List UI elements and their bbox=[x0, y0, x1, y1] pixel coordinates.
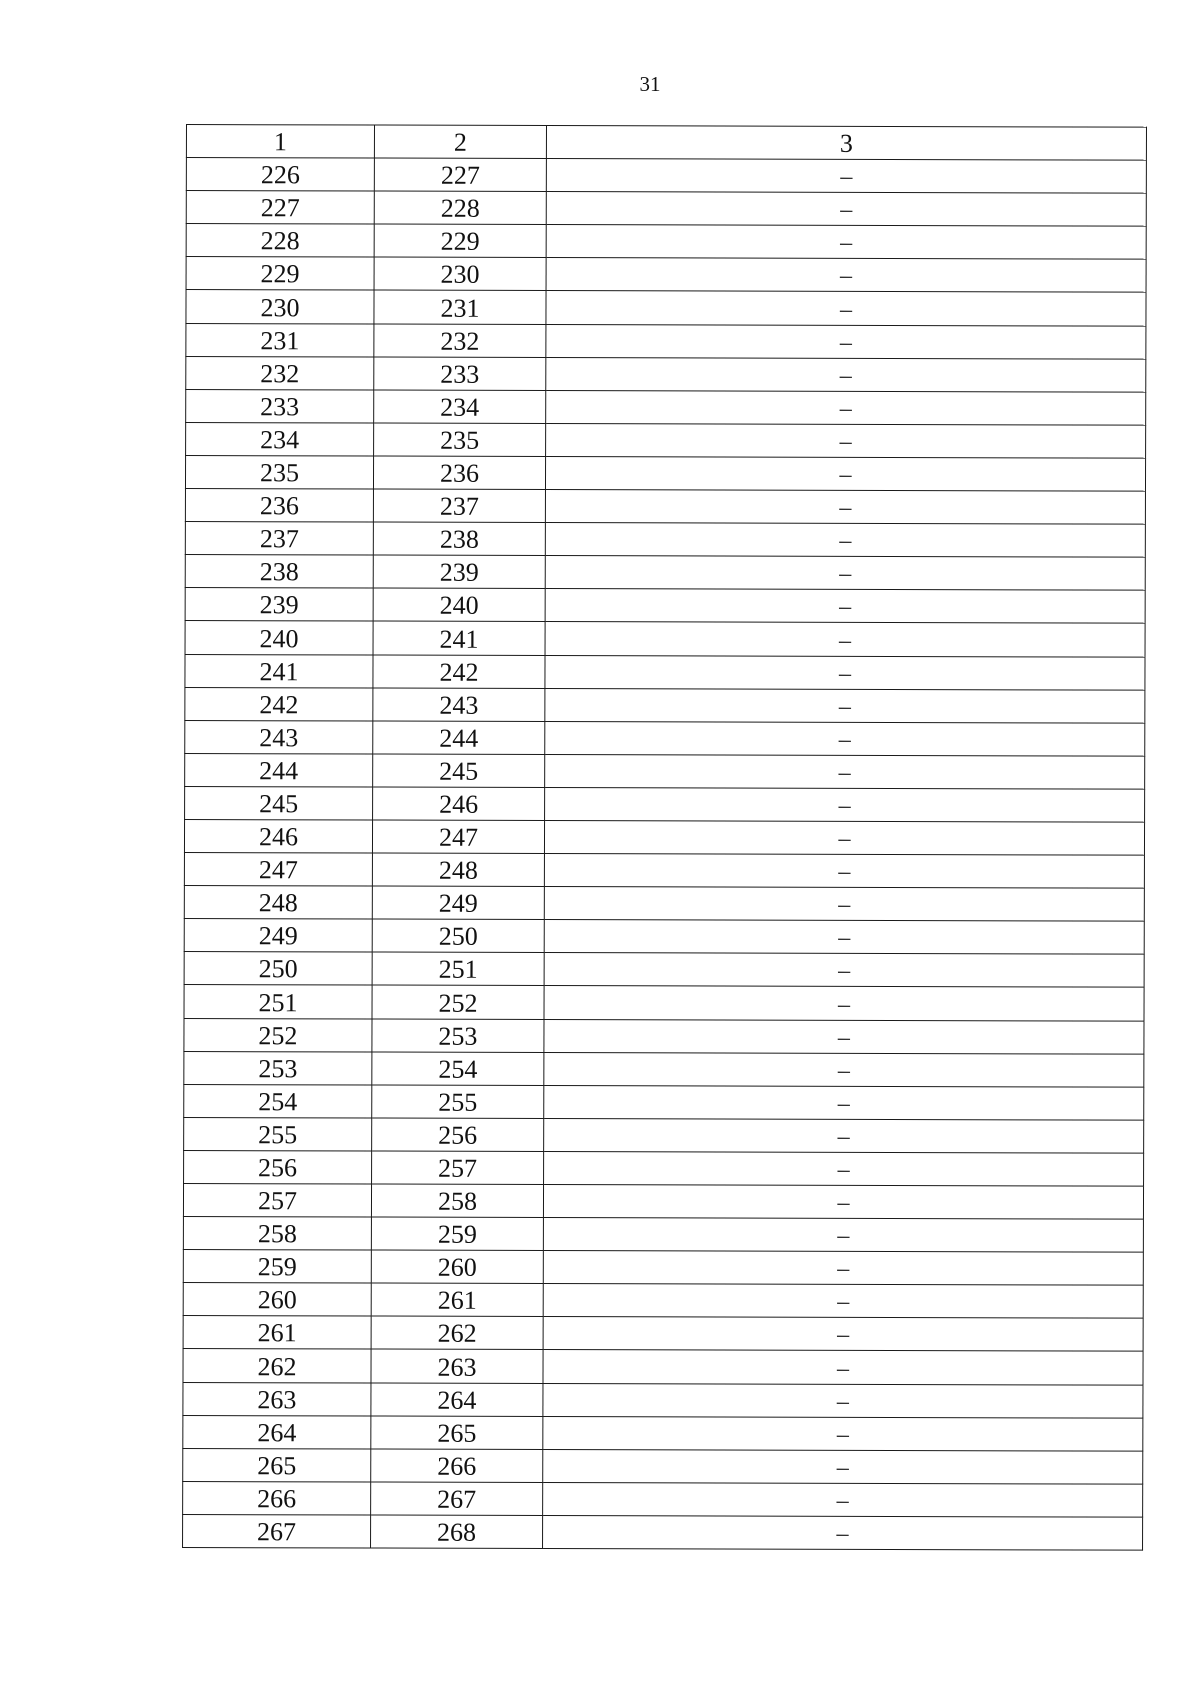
cell-col1: 265 bbox=[183, 1448, 371, 1482]
cell-col3: – bbox=[545, 787, 1145, 822]
cell-col2: 266 bbox=[371, 1449, 543, 1483]
cell-col2: 230 bbox=[374, 257, 546, 291]
table-row bbox=[186, 422, 1146, 458]
cell-col3: – bbox=[543, 1251, 1143, 1286]
table-row bbox=[184, 1150, 1144, 1186]
cell-col1: 261 bbox=[183, 1316, 371, 1350]
cell-col2: 233 bbox=[374, 357, 546, 391]
cell-col1: 257 bbox=[183, 1183, 371, 1217]
cell-col2: 246 bbox=[373, 787, 545, 821]
cell-col2: 236 bbox=[373, 456, 545, 490]
cell-col1: 250 bbox=[184, 952, 372, 986]
cell-col2: 252 bbox=[372, 985, 544, 1019]
table-row bbox=[183, 1250, 1143, 1286]
cell-col3: – bbox=[545, 754, 1145, 789]
table-row bbox=[186, 323, 1146, 359]
table-row bbox=[183, 1183, 1143, 1219]
cell-col1: 254 bbox=[184, 1084, 372, 1118]
cell-col2: 234 bbox=[374, 390, 546, 424]
table-row bbox=[184, 853, 1144, 889]
cell-col1: 239 bbox=[185, 588, 373, 622]
table-row bbox=[185, 489, 1145, 525]
header-cell-col3: 3 bbox=[546, 126, 1146, 161]
cell-col1: 242 bbox=[185, 687, 373, 721]
cell-col1: 255 bbox=[184, 1117, 372, 1151]
cell-col2: 267 bbox=[371, 1482, 543, 1516]
table-row bbox=[186, 191, 1146, 227]
header-cell-col2: 2 bbox=[374, 125, 546, 159]
cell-col3: – bbox=[543, 1185, 1143, 1220]
cell-col3: – bbox=[546, 324, 1146, 359]
cell-col3: – bbox=[545, 523, 1145, 558]
table-header-row bbox=[186, 125, 1146, 161]
cell-col2: 245 bbox=[373, 754, 545, 788]
cell-col3: – bbox=[546, 291, 1146, 326]
cell-col1: 241 bbox=[185, 654, 373, 688]
table-row bbox=[185, 687, 1145, 723]
cell-col2: 257 bbox=[372, 1151, 544, 1185]
cell-col1: 245 bbox=[185, 786, 373, 820]
table-row bbox=[185, 786, 1145, 822]
cell-col2: 238 bbox=[373, 522, 545, 556]
cell-col2: 259 bbox=[371, 1217, 543, 1251]
table-row bbox=[185, 522, 1145, 558]
cell-col2: 241 bbox=[373, 621, 545, 655]
table-row bbox=[185, 588, 1145, 624]
table-row bbox=[185, 555, 1145, 591]
cell-col3: – bbox=[544, 986, 1144, 1021]
cell-col1: 249 bbox=[184, 919, 372, 953]
cell-col3: – bbox=[545, 456, 1145, 491]
data-table bbox=[182, 124, 1147, 1551]
cell-col2: 244 bbox=[373, 721, 545, 755]
cell-col1: 235 bbox=[185, 455, 373, 489]
table-row bbox=[183, 1481, 1143, 1517]
cell-col2: 262 bbox=[371, 1316, 543, 1350]
cell-col1: 251 bbox=[184, 985, 372, 1019]
cell-col2: 258 bbox=[371, 1184, 543, 1218]
table-row bbox=[186, 290, 1146, 326]
cell-col2: 243 bbox=[373, 688, 545, 722]
cell-col1: 230 bbox=[186, 290, 374, 324]
cell-col3: – bbox=[545, 589, 1145, 624]
table-body bbox=[183, 158, 1147, 1551]
cell-col2: 242 bbox=[373, 655, 545, 689]
cell-col1: 237 bbox=[185, 522, 373, 556]
page-number: 31 bbox=[639, 72, 661, 96]
cell-col2: 263 bbox=[371, 1349, 543, 1383]
cell-col1: 248 bbox=[184, 886, 372, 920]
cell-col3: – bbox=[544, 1019, 1144, 1054]
cell-col3: – bbox=[545, 655, 1145, 690]
table-row bbox=[184, 952, 1144, 988]
cell-col3: – bbox=[544, 854, 1144, 889]
table-row bbox=[184, 819, 1144, 855]
cell-col3: – bbox=[545, 688, 1145, 723]
table-row bbox=[184, 886, 1144, 922]
cell-col2: 237 bbox=[373, 489, 545, 523]
cell-col1: 236 bbox=[185, 489, 373, 523]
cell-col1: 234 bbox=[186, 422, 374, 456]
cell-col3: – bbox=[544, 1085, 1144, 1120]
cell-col3: – bbox=[545, 556, 1145, 591]
cell-col2: 256 bbox=[372, 1118, 544, 1152]
cell-col3: – bbox=[544, 820, 1144, 855]
cell-col3: – bbox=[546, 192, 1146, 227]
cell-col1: 233 bbox=[186, 389, 374, 423]
cell-col2: 239 bbox=[373, 555, 545, 589]
cell-col3: – bbox=[545, 490, 1145, 525]
cell-col3: – bbox=[546, 225, 1146, 260]
cell-col1: 231 bbox=[186, 323, 374, 357]
cell-col2: 229 bbox=[374, 224, 546, 258]
cell-col2: 231 bbox=[374, 290, 546, 324]
cell-col3: – bbox=[543, 1449, 1143, 1484]
cell-col2: 253 bbox=[372, 1019, 544, 1053]
cell-col3: – bbox=[544, 953, 1144, 988]
cell-col3: – bbox=[543, 1284, 1143, 1319]
header-cell-col1: 1 bbox=[186, 125, 374, 159]
table-row bbox=[184, 1051, 1144, 1087]
cell-col2: 251 bbox=[372, 952, 544, 986]
cell-col2: 260 bbox=[371, 1250, 543, 1284]
table-row bbox=[183, 1415, 1143, 1451]
cell-col2: 254 bbox=[372, 1052, 544, 1086]
cell-col2: 227 bbox=[374, 158, 546, 192]
cell-col1: 247 bbox=[184, 853, 372, 887]
table-row bbox=[186, 257, 1146, 293]
table-row bbox=[183, 1514, 1143, 1550]
table-row bbox=[183, 1283, 1143, 1319]
cell-col3: – bbox=[543, 1416, 1143, 1451]
table-row bbox=[184, 1018, 1144, 1054]
cell-col3: – bbox=[544, 887, 1144, 922]
cell-col1: 253 bbox=[184, 1051, 372, 1085]
table-row bbox=[185, 621, 1145, 657]
table-row bbox=[183, 1382, 1143, 1418]
table-row bbox=[185, 455, 1145, 491]
cell-col2: 264 bbox=[371, 1383, 543, 1417]
table-row bbox=[186, 356, 1146, 392]
cell-col1: 252 bbox=[184, 1018, 372, 1052]
table-row bbox=[183, 1316, 1143, 1352]
cell-col1: 260 bbox=[183, 1283, 371, 1317]
cell-col1: 267 bbox=[183, 1514, 371, 1548]
cell-col3: – bbox=[546, 357, 1146, 392]
cell-col3: – bbox=[543, 1218, 1143, 1253]
cell-col3: – bbox=[546, 390, 1146, 425]
table-row bbox=[183, 1448, 1143, 1484]
cell-col1: 238 bbox=[185, 555, 373, 589]
table-row bbox=[186, 224, 1146, 260]
cell-col3: – bbox=[545, 721, 1145, 756]
table-row bbox=[185, 753, 1145, 789]
cell-col1: 256 bbox=[184, 1150, 372, 1184]
cell-col3: – bbox=[546, 258, 1146, 293]
cell-col2: 228 bbox=[374, 191, 546, 225]
cell-col3: – bbox=[546, 423, 1146, 458]
cell-col1: 244 bbox=[185, 753, 373, 787]
cell-col1: 259 bbox=[183, 1250, 371, 1284]
cell-col2: 249 bbox=[372, 886, 544, 920]
cell-col2: 232 bbox=[374, 324, 546, 358]
cell-col1: 266 bbox=[183, 1481, 371, 1515]
cell-col2: 248 bbox=[372, 853, 544, 887]
cell-col1: 263 bbox=[183, 1382, 371, 1416]
cell-col3: – bbox=[543, 1383, 1143, 1418]
cell-col1: 243 bbox=[185, 720, 373, 754]
table-row bbox=[184, 1084, 1144, 1120]
cell-col3: – bbox=[544, 1052, 1144, 1087]
cell-col2: 261 bbox=[371, 1283, 543, 1317]
table-row bbox=[184, 919, 1144, 955]
cell-col1: 258 bbox=[183, 1217, 371, 1251]
cell-col2: 255 bbox=[372, 1085, 544, 1119]
table-row bbox=[184, 985, 1144, 1021]
table-row bbox=[185, 654, 1145, 690]
cell-col2: 247 bbox=[372, 820, 544, 854]
cell-col1: 264 bbox=[183, 1415, 371, 1449]
cell-col3: – bbox=[543, 1350, 1143, 1385]
table-row bbox=[183, 1349, 1143, 1385]
table-row bbox=[186, 389, 1146, 425]
cell-col1: 229 bbox=[186, 257, 374, 291]
cell-col3: – bbox=[546, 159, 1146, 194]
cell-col2: 265 bbox=[371, 1416, 543, 1450]
cell-col3: – bbox=[544, 920, 1144, 955]
table-row bbox=[183, 1217, 1143, 1253]
cell-col3: – bbox=[544, 1118, 1144, 1153]
cell-col1: 262 bbox=[183, 1349, 371, 1383]
table-row bbox=[186, 158, 1146, 194]
cell-col3: – bbox=[543, 1317, 1143, 1352]
cell-col3: – bbox=[543, 1515, 1143, 1550]
cell-col3: – bbox=[545, 622, 1145, 657]
cell-col1: 246 bbox=[184, 819, 372, 853]
cell-col2: 268 bbox=[371, 1515, 543, 1549]
cell-col2: 235 bbox=[374, 423, 546, 457]
cell-col1: 240 bbox=[185, 621, 373, 655]
cell-col3: – bbox=[543, 1482, 1143, 1517]
table-row bbox=[184, 1117, 1144, 1153]
cell-col1: 228 bbox=[186, 224, 374, 258]
cell-col2: 240 bbox=[373, 588, 545, 622]
cell-col1: 232 bbox=[186, 356, 374, 390]
cell-col1: 227 bbox=[186, 191, 374, 225]
cell-col1: 226 bbox=[186, 158, 374, 192]
table-row bbox=[185, 720, 1145, 756]
cell-col2: 250 bbox=[372, 919, 544, 953]
cell-col3: – bbox=[544, 1151, 1144, 1186]
